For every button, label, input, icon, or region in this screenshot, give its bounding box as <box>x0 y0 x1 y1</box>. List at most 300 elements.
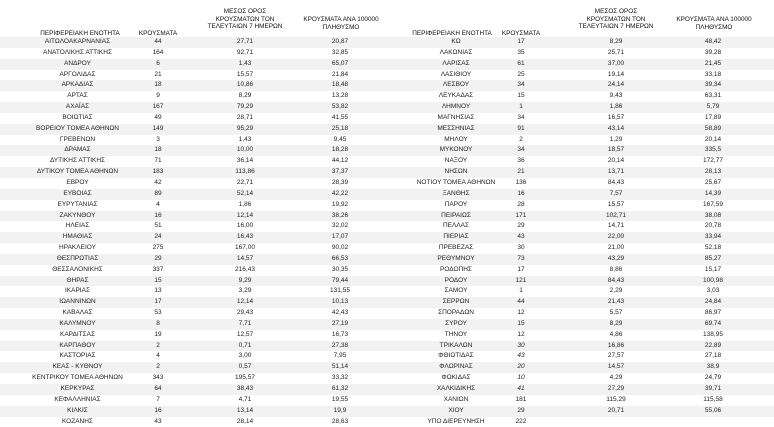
left-per100k-cell: 27,38 <box>331 341 349 349</box>
table-row <box>0 70 774 81</box>
table-row <box>0 417 774 427</box>
right-avg-cell: 15,57 <box>607 200 625 208</box>
left-avg-cell: 1,86 <box>238 200 252 208</box>
right-region-cell: ΠΕΙΡΑΙΩΣ <box>441 211 471 219</box>
right-cases-cell: 17 <box>517 265 525 273</box>
right-avg-cell: 37,00 <box>607 59 625 67</box>
right-region-cell: ΦΘΙΩΤΙΔΑΣ <box>438 352 474 360</box>
right-avg-cell: 43,29 <box>607 254 625 262</box>
right-region-cell: ΞΑΝΘΗΣ <box>442 189 470 197</box>
right-per100k-cell: 52,18 <box>704 244 722 252</box>
right-cases-cell: 21 <box>517 168 525 176</box>
left-cases-cell: 3 <box>156 135 160 143</box>
right-region-cell: ΦΩΚΙΔΑΣ <box>441 374 471 382</box>
right-avg-cell: 9,43 <box>609 92 623 100</box>
right-cases-cell: 91 <box>517 124 525 132</box>
left-avg-cell: 38,43 <box>236 385 254 392</box>
table-row <box>0 221 774 232</box>
right-region-cell: ΣΕΡΡΩΝ <box>442 298 470 306</box>
left-region-cell: ΚΕΝΤΡΙΚΟΥ ΤΟΜΕΑ ΑΘΗΝΩΝ <box>32 374 123 382</box>
left-per100k-cell: 79,44 <box>331 276 349 284</box>
left-avg-cell: 95,29 <box>236 124 254 132</box>
left-avg-cell: 28,71 <box>236 113 254 121</box>
right-per100k-cell: 55,06 <box>704 406 722 414</box>
left-cases-cell: 49 <box>154 113 162 121</box>
left-per100k-cell: 44,12 <box>331 157 349 165</box>
right-cases-cell: 25 <box>517 70 525 78</box>
table-row <box>0 384 774 395</box>
right-region-cell: ΛΕΣΒΟΥ <box>442 81 470 89</box>
left-region-cell: ΗΡΑΚΛΕΙΟΥ <box>59 244 96 252</box>
left-region-cell: ΗΜΑΘΙΑΣ <box>62 233 93 241</box>
left-avg-cell: 15,57 <box>236 70 254 78</box>
right-cases-cell: 36 <box>517 157 525 165</box>
table-row <box>0 102 774 113</box>
left-cases-cell: 275 <box>152 244 164 252</box>
left-avg-cell: 1,43 <box>238 59 252 67</box>
right-avg-cell: 19,14 <box>607 70 625 78</box>
right-avg-cell: 7,57 <box>609 189 623 197</box>
right-per100k-cell: 27,18 <box>704 352 722 360</box>
right-per100k-cell: 58,89 <box>704 124 722 132</box>
right-cases-cell: 34 <box>517 113 525 121</box>
right-avg-cell: 25,71 <box>607 48 625 56</box>
left-per100k-cell: 25,18 <box>331 124 349 132</box>
right-cases-cell: 222 <box>515 417 527 425</box>
right-cases-cell: 41 <box>517 385 525 392</box>
left-cases-cell: 44 <box>154 38 162 45</box>
left-region-cell: ΘΕΣΣΑΛΟΝΙΚΗΣ <box>52 265 103 273</box>
table-row <box>0 200 774 211</box>
right-cases-cell: 43 <box>517 233 525 241</box>
left-avg-cell: 113,86 <box>235 168 255 176</box>
right-cases-cell: 10 <box>517 374 525 382</box>
left-cases-cell: 51 <box>154 222 162 230</box>
left-region-cell: ΑΡΚΑΔΙΑΣ <box>61 81 94 89</box>
left-region-cell: ΒΟΡΕΙΟΥ ΤΟΜΕΑ ΑΘΗΝΩΝ <box>36 124 119 132</box>
table-row <box>0 297 774 308</box>
table-body <box>0 37 774 427</box>
left-per100k-cell: 17,07 <box>331 233 349 241</box>
right-avg-cell: 43,14 <box>607 124 625 132</box>
right-avg-cell: 24,14 <box>607 81 625 89</box>
left-per100k-cell: 20,87 <box>331 38 349 45</box>
right-avg-cell: 8,86 <box>609 265 623 273</box>
right-cases-cell: 15 <box>517 319 525 327</box>
left-avg-cell: 92,71 <box>236 48 254 56</box>
left-avg-cell: 3,29 <box>238 287 252 295</box>
left-per100k-cell: 41,55 <box>331 113 349 121</box>
right-avg-cell: 14,71 <box>607 222 625 230</box>
right-region-cell: ΛΑΣΙΘΙΟΥ <box>440 70 472 78</box>
left-avg-cell: 167,00 <box>235 244 255 252</box>
left-avg-cell: 0,71 <box>238 341 252 349</box>
left-per100k-cell: 9,45 <box>333 135 347 143</box>
table-row <box>0 362 774 373</box>
right-region-cell: ΚΩ <box>451 38 461 45</box>
left-cases-cell: 337 <box>152 265 164 273</box>
table-row <box>0 135 774 146</box>
right-per100k-cell: 5,79 <box>706 103 720 111</box>
left-cases-cell: 53 <box>154 309 162 317</box>
right-avg-cell: 4,86 <box>609 330 623 338</box>
right-region-cell: ΠΑΡΟΥ <box>444 200 468 208</box>
right-avg-cell: 84,43 <box>607 178 625 186</box>
right-per100k-cell: 25,67 <box>704 178 722 186</box>
left-avg-cell: 13,14 <box>236 406 254 414</box>
left-per100k-cell: 30,35 <box>331 265 349 273</box>
right-per100k-cell: 20,78 <box>704 222 722 230</box>
right-per100k-cell: 17,89 <box>704 113 722 121</box>
right-region-cell: ΧΑΛΚΙΔΙΚΗΣ <box>436 385 476 392</box>
table-row <box>0 373 774 384</box>
left-per100k-cell: 51,14 <box>331 363 349 371</box>
right-cases-cell: 44 <box>517 298 525 306</box>
right-cases-cell: 29 <box>517 222 525 230</box>
right-cases-cell: 29 <box>517 406 525 414</box>
table-row <box>0 91 774 102</box>
left-per100k-cell: 42,43 <box>331 309 349 317</box>
right-per100k-cell: 39,71 <box>704 385 722 392</box>
left-cases-cell: 16 <box>154 406 162 414</box>
left-avg-cell: 79,29 <box>236 103 254 111</box>
right-avg-cell: 1,29 <box>609 135 623 143</box>
left-cases-cell: 2 <box>156 363 160 371</box>
right-per100k-cell: 48,42 <box>704 38 722 45</box>
left-per100k-cell: 28,63 <box>331 417 349 425</box>
left-per100k-cell: 28,39 <box>331 178 349 186</box>
left-cases-cell: 89 <box>154 189 162 197</box>
table-row <box>0 48 774 59</box>
left-cases-cell: 149 <box>152 124 164 132</box>
right-per100k-cell: 38,08 <box>704 211 722 219</box>
left-per100k-cell: 32,85 <box>331 48 349 56</box>
right-avg-cell: 16,57 <box>607 113 625 121</box>
left-cases-cell: 13 <box>154 287 162 295</box>
right-cases-cell: 30 <box>517 341 525 349</box>
left-per100k-cell: 33,32 <box>331 374 349 382</box>
right-cases-cell: 35 <box>517 48 525 56</box>
right-region-cell: ΤΗΝΟΥ <box>444 330 468 338</box>
right-avg-cell: 18,57 <box>607 146 625 154</box>
table-row <box>0 211 774 222</box>
left-avg-cell: 52,14 <box>236 189 254 197</box>
left-region-cell: ΑΧΑΪΑΣ <box>65 103 90 111</box>
left-avg-cell: 0,57 <box>238 363 252 371</box>
left-cases-cell: 2 <box>156 341 160 349</box>
left-region-cell: ΚΕΑΣ - ΚΥΘΝΟΥ <box>52 363 103 371</box>
left-per100k-cell: 19,9 <box>333 406 347 414</box>
table-row <box>0 243 774 254</box>
left-cases-cell: 16 <box>154 211 162 219</box>
left-per100k-cell: 66,53 <box>331 254 349 262</box>
right-cases-cell: 61 <box>517 59 525 67</box>
right-region-cell: ΧΙΟΥ <box>448 406 464 414</box>
right-per100k-cell: 20,14 <box>704 135 722 143</box>
left-region-cell: ΚΑΡΔΙΤΣΑΣ <box>59 330 95 338</box>
right-region-cell: ΣΠΟΡΑΔΩΝ <box>438 309 474 317</box>
right-avg-cell: 27,57 <box>607 352 625 360</box>
left-cases-cell: 8 <box>156 319 160 327</box>
table-row <box>0 178 774 189</box>
left-avg-cell: 12,14 <box>236 211 254 219</box>
table-row <box>0 145 774 156</box>
table-row <box>0 276 774 287</box>
table-row <box>0 406 774 417</box>
right-avg-cell: 1,86 <box>609 103 623 111</box>
left-region-cell: ΚΕΦΑΛΛΗΝΙΑΣ <box>54 395 101 403</box>
left-region-cell: ΒΟΙΩΤΙΑΣ <box>62 113 93 121</box>
right-region-cell: ΣΑΜΟΥ <box>444 287 468 295</box>
right-avg-cell: 102,71 <box>606 211 626 219</box>
right-cases-cell: 73 <box>517 254 525 262</box>
table-row <box>0 319 774 330</box>
left-per100k-cell: 53,82 <box>331 103 349 111</box>
table-row <box>0 286 774 297</box>
right-region-cell: ΛΗΜΝΟΥ <box>441 103 471 111</box>
left-region-cell: ΑΙΤΩΛΟΑΚΑΡΝΑΝΙΑΣ <box>44 38 111 45</box>
right-region-cell: ΤΡΙΚΑΛΩΝ <box>439 341 473 349</box>
right-per100k-cell: 69,74 <box>704 319 722 327</box>
left-cases-cell: 164 <box>152 48 164 56</box>
left-region-cell: ΕΥΒΟΙΑΣ <box>63 189 92 197</box>
right-region-cell: ΧΑΝΙΩΝ <box>443 395 469 403</box>
table-row <box>0 37 774 48</box>
left-cases-cell: 343 <box>152 374 164 382</box>
right-avg-cell: 22,00 <box>607 233 625 241</box>
right-region-cell: ΛΑΡΙΣΑΣ <box>442 59 470 67</box>
right-region-cell: ΡΟΔΟΥ <box>444 276 468 284</box>
right-cases-cell: 1 <box>519 287 523 295</box>
right-per100k-cell: 33,94 <box>704 233 722 241</box>
left-region-cell: ΔΥΤΙΚΟΥ ΤΟΜΕΑ ΑΘΗΝΩΝ <box>36 168 119 176</box>
left-per100k-cell: 37,37 <box>331 168 349 176</box>
left-avg-cell: 1,43 <box>238 135 252 143</box>
right-region-cell: ΥΠΟ ΔΙΕΡΕΥΝΗΣΗ <box>427 417 485 425</box>
left-per100k-cell: 38,26 <box>331 211 349 219</box>
right-cases-cell: 136 <box>515 178 527 186</box>
right-per100k-cell: 167,59 <box>703 200 723 208</box>
table-row <box>0 80 774 91</box>
left-per100k-cell: 61,32 <box>331 385 349 392</box>
right-avg-cell: 21,43 <box>607 298 625 306</box>
right-avg-cell: 20,14 <box>607 157 625 165</box>
left-region-cell: ΚΑΡΠΑΘΟΥ <box>59 341 96 349</box>
left-region-cell: ΑΝΑΤΟΛΙΚΗΣ ΑΤΤΙΚΗΣ <box>43 48 112 56</box>
left-avg-cell: 195,57 <box>235 374 255 382</box>
right-per100k-cell: 172,77 <box>703 157 723 165</box>
right-per100k-cell: 33,18 <box>704 70 722 78</box>
left-region-cell: ΕΒΡΟΥ <box>66 178 89 186</box>
right-cases-cell: 30 <box>517 244 525 252</box>
right-cases-cell: 34 <box>517 81 525 89</box>
left-region-cell: ΙΚΑΡΙΑΣ <box>65 287 90 295</box>
left-per100k-cell: 7,95 <box>333 352 347 360</box>
left-avg-cell: 22,71 <box>236 178 254 186</box>
left-region-cell: ΚΕΡΚΥΡΑΣ <box>60 385 95 392</box>
right-cases-cell: 2 <box>519 135 523 143</box>
table-row <box>0 232 774 243</box>
left-cases-cell: 19 <box>154 330 162 338</box>
left-cases-cell: 9 <box>156 92 160 100</box>
left-avg-cell: 27,71 <box>236 38 254 45</box>
right-avg-cell: 115,29 <box>606 395 626 403</box>
left-cases-cell: 6 <box>156 59 160 67</box>
right-avg-cell: 8,29 <box>609 319 623 327</box>
left-avg-cell: 10,86 <box>236 81 254 89</box>
table-row <box>0 265 774 276</box>
right-region-cell: ΡΟΔΟΠΗΣ <box>440 265 472 273</box>
right-region-cell: ΝΑΞΟΥ <box>444 157 468 165</box>
right-avg-cell: 16,86 <box>607 341 625 349</box>
right-region-cell: ΣΥΡΟΥ <box>445 319 467 327</box>
right-per100k-cell: 39,34 <box>704 81 722 89</box>
table-row <box>0 308 774 319</box>
right-region-cell: ΠΡΕΒΕΖΑΣ <box>438 244 474 252</box>
left-per100k-cell: 21,84 <box>331 70 349 78</box>
left-region-cell: ΑΡΓΟΛΙΔΑΣ <box>59 70 96 78</box>
right-per100k-cell: 138,95 <box>703 330 723 338</box>
table-row <box>0 113 774 124</box>
left-avg-cell: 4,71 <box>238 395 252 403</box>
left-avg-cell: 7,71 <box>238 319 252 327</box>
right-per100k-cell: 28,13 <box>704 168 722 176</box>
left-region-cell: ΕΥΡΥΤΑΝΙΑΣ <box>57 200 98 208</box>
left-region-cell: ΑΝΔΡΟΥ <box>64 59 91 67</box>
left-cases-cell: 4 <box>156 200 160 208</box>
right-region-cell: ΠΙΕΡΙΑΣ <box>443 233 469 241</box>
left-avg-cell: 28,14 <box>236 417 254 425</box>
table-row <box>0 189 774 200</box>
left-cases-cell: 183 <box>152 168 164 176</box>
left-per100k-cell: 65,07 <box>331 59 349 67</box>
left-region-cell: ΚΟΖΑΝΗΣ <box>62 417 93 425</box>
left-per100k-cell: 18,28 <box>331 146 349 154</box>
right-cases-cell: 121 <box>515 276 527 284</box>
right-per100k-cell: 85,27 <box>704 254 722 262</box>
left-region-cell: ΘΕΣΠΡΩΤΙΑΣ <box>56 254 99 262</box>
left-per100k-cell: 27,19 <box>331 319 349 327</box>
left-per100k-cell: 18,48 <box>331 81 349 89</box>
right-per100k-cell: 335,5 <box>704 146 722 154</box>
left-per100k-cell: 10,13 <box>331 298 349 306</box>
left-cases-cell: 71 <box>154 157 162 165</box>
right-region-cell: ΜΥΚΟΝΟΥ <box>439 146 473 154</box>
right-region-cell: ΡΕΘΥΜΝΟΥ <box>437 254 475 262</box>
right-avg-cell: 5,57 <box>609 309 623 317</box>
right-region-cell: ΜΗΛΟΥ <box>444 135 468 143</box>
left-cases-cell: 167 <box>152 103 164 111</box>
left-region-cell: ΚΑΣΤΟΡΙΑΣ <box>59 352 96 360</box>
left-region-cell: ΚΙΛΚΙΣ <box>67 406 88 414</box>
left-region-cell: ΔΥΤΙΚΗΣ ΑΤΤΙΚΗΣ <box>49 157 106 165</box>
table-row <box>0 124 774 135</box>
right-cases-cell: 28 <box>517 200 525 208</box>
right-cases-cell: 15 <box>517 92 525 100</box>
left-cases-cell: 15 <box>154 276 162 284</box>
left-region-cell: ΗΛΕΙΑΣ <box>65 222 90 230</box>
left-cases-cell: 7 <box>156 395 160 403</box>
right-region-cell: ΝΗΣΩΝ <box>444 168 468 176</box>
left-avg-cell: 36,14 <box>236 157 254 165</box>
left-per100k-cell: 90,02 <box>331 244 349 252</box>
left-cases-cell: 18 <box>154 81 162 89</box>
table-row <box>0 156 774 167</box>
left-region-cell: ΙΩΑΝΝΙΝΩΝ <box>59 298 96 306</box>
right-per100k-cell: 100,98 <box>703 276 723 284</box>
table-row <box>0 167 774 178</box>
header-right-region: ΠΕΡΙΦΕΡΕΙΑΚΗ ΕΝΟΤΗΤΑ <box>412 30 492 37</box>
left-avg-cell: 10,00 <box>236 146 254 154</box>
left-avg-cell: 3,00 <box>238 352 252 360</box>
right-cases-cell: 17 <box>517 38 525 45</box>
right-cases-cell: 16 <box>517 189 525 197</box>
right-avg-cell: 20,71 <box>607 406 625 414</box>
left-cases-cell: 21 <box>154 70 162 78</box>
right-avg-cell: 8,29 <box>609 38 623 45</box>
left-cases-cell: 18 <box>154 146 162 154</box>
left-avg-cell: 9,29 <box>238 276 252 284</box>
left-avg-cell: 16,43 <box>236 233 254 241</box>
left-cases-cell: 64 <box>154 385 162 392</box>
left-per100k-cell: 32,02 <box>331 222 349 230</box>
left-avg-cell: 216,43 <box>235 265 255 273</box>
left-region-cell: ΚΑΛΥΜΝΟΥ <box>59 319 96 327</box>
table-row <box>0 330 774 341</box>
right-per100k-cell: 21,45 <box>704 59 722 67</box>
right-region-cell: ΛΑΚΩΝΙΑΣ <box>439 48 473 56</box>
left-per100k-cell: 16,73 <box>331 330 349 338</box>
table-row <box>0 341 774 352</box>
left-avg-cell: 14,57 <box>236 254 254 262</box>
right-per100k-cell: 39,28 <box>704 48 722 56</box>
right-cases-cell: 20 <box>517 363 525 371</box>
left-region-cell: ΘΗΡΑΣ <box>66 276 89 284</box>
right-cases-cell: 43 <box>517 352 525 360</box>
right-cases-cell: 12 <box>517 330 525 338</box>
left-avg-cell: 16,00 <box>236 222 254 230</box>
right-region-cell: ΦΛΩΡΙΝΑΣ <box>439 363 473 371</box>
right-avg-cell: 27,29 <box>607 385 625 392</box>
right-per100k-cell: 22,89 <box>704 341 722 349</box>
left-per100k-cell: 13,28 <box>331 92 349 100</box>
left-cases-cell: 17 <box>154 298 162 306</box>
table-row <box>0 254 774 265</box>
right-avg-cell: 4,29 <box>609 374 623 382</box>
right-cases-cell: 34 <box>517 146 525 154</box>
right-avg-cell: 84,43 <box>607 276 625 284</box>
right-per100k-cell: 86,97 <box>704 309 722 317</box>
left-per100k-cell: 19,55 <box>331 395 349 403</box>
right-region-cell: ΜΑΓΝΗΣΙΑΣ <box>437 113 475 121</box>
left-region-cell: ΖΑΚΥΝΘΟΥ <box>59 211 96 219</box>
right-avg-cell: 13,71 <box>607 168 625 176</box>
right-region-cell: ΜΕΣΣΗΝΙΑΣ <box>437 124 475 132</box>
left-avg-cell: 12,14 <box>236 298 254 306</box>
left-cases-cell: 24 <box>154 233 162 241</box>
right-region-cell: ΠΕΛΛΑΣ <box>442 222 470 230</box>
header-right-avg: ΜΕΣΟΣ ΟΡΟΣ ΚΡΟΥΣΜΑΤΩΝ ΤΟΝ ΤΕΛΕΥΤΑΙΩΝ 7 ΗΜΕΡΩΝ <box>578 8 654 31</box>
left-per100k-cell: 131,55 <box>330 287 350 295</box>
left-region-cell: ΓΡΕΒΕΝΩΝ <box>59 135 96 143</box>
right-per100k-cell: 63,31 <box>704 92 722 100</box>
right-cases-cell: 181 <box>515 395 527 403</box>
header-left-per100k: ΚΡΟΥΣΜΑΤΑ ΑΝΑ 100000 ΠΛΗΘΥΣΜΟ <box>303 16 379 31</box>
header-right-per100k: ΚΡΟΥΣΜΑΤΑ ΑΝΑ 100000 ΠΛΗΘΥΣΜΟ <box>676 16 752 31</box>
right-cases-cell: 12 <box>517 309 525 317</box>
right-per100k-cell: 38,9 <box>706 363 720 371</box>
right-region-cell: ΝΟΤΙΟΥ ΤΟΜΕΑ ΑΘΗΝΩΝ <box>416 178 496 186</box>
